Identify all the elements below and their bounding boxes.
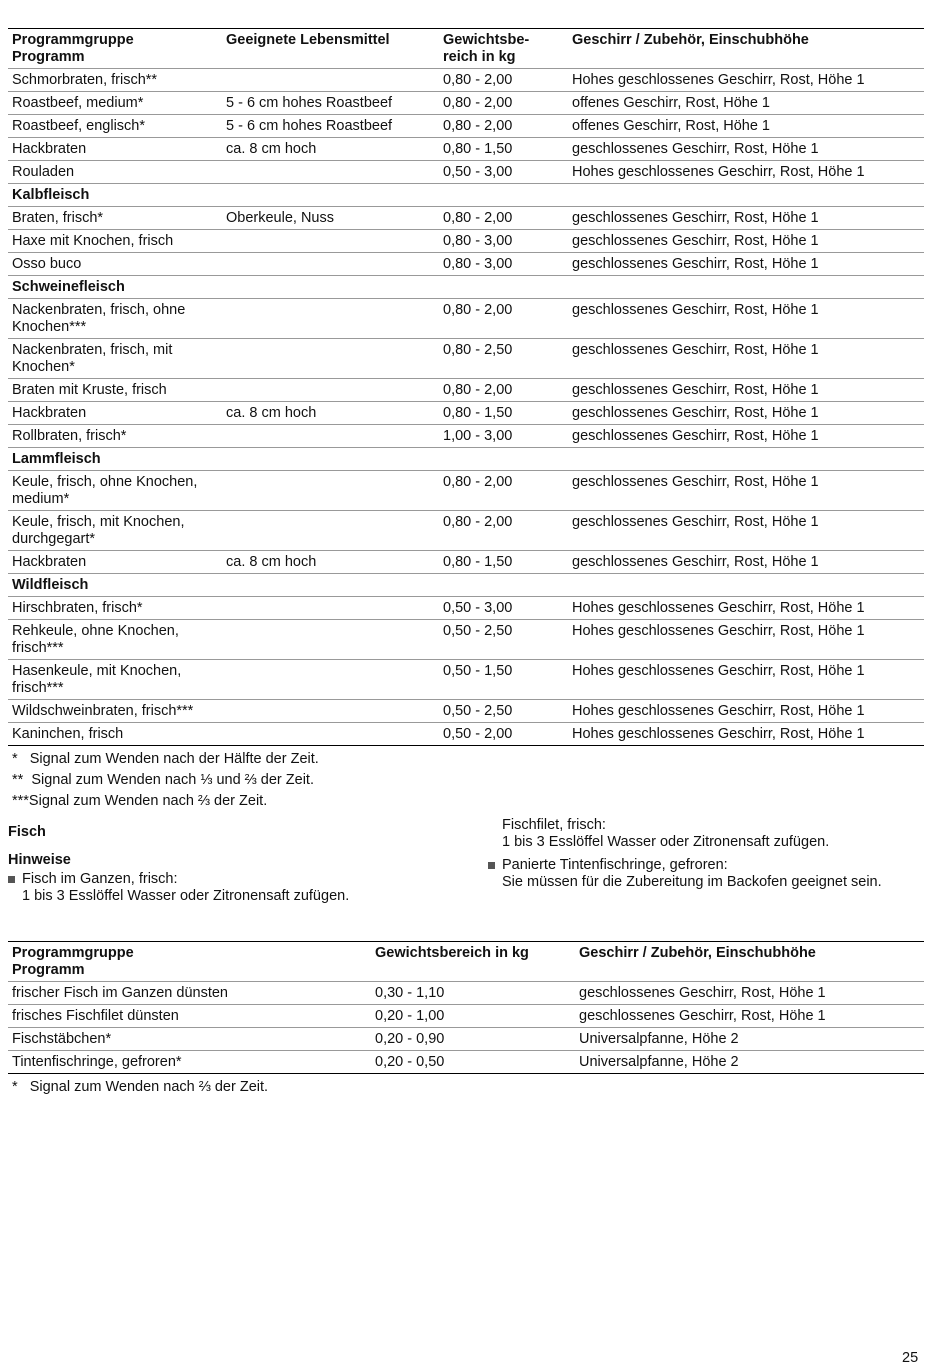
table-cell: offenes Geschirr, Rost, Höhe 1 — [568, 92, 924, 115]
table-cell: 0,50 - 2,00 — [443, 726, 513, 742]
table-cell: 0,80 - 2,00 — [439, 511, 568, 551]
table-cell: Hohes geschlossenes Geschirr, Rost, Höhe 1 — [568, 660, 924, 700]
header-program: Programmgruppe Programm — [8, 942, 371, 982]
group-label: Schweinefleisch — [8, 276, 924, 299]
table-row — [8, 339, 924, 379]
header-weight: Gewichtsbe- reich in kg — [439, 29, 568, 69]
table-cell: 0,50 - 2,50 — [439, 620, 568, 660]
table-header-row — [8, 942, 924, 982]
table-row — [8, 253, 924, 276]
table-cell: Osso buco — [8, 253, 222, 276]
group-label: Wildfleisch — [8, 574, 924, 597]
table-cell: 0,80 - 1,50 — [439, 551, 568, 574]
meat-table-body — [8, 69, 924, 746]
table-cell — [222, 597, 439, 620]
hint-squid-rings — [478, 857, 928, 891]
table-cell: 0,80 - 2,00 — [439, 69, 568, 92]
table-cell: Fischstäbchen* — [8, 1028, 371, 1051]
table-cell: Kaninchen, frisch — [12, 726, 124, 742]
page-number: 25 — [902, 1350, 919, 1366]
table-cell: Hohes geschlossenes Geschirr, Rost, Höhe 1 — [572, 726, 865, 742]
table-cell: Tintenfischringe, gefroren* — [12, 1054, 182, 1070]
table-cell: Wildschweinbraten, frisch*** — [8, 700, 222, 723]
table-cell: ca. 8 cm hoch — [222, 402, 439, 425]
table-cell: Universalpfanne, Höhe 2 — [579, 1054, 739, 1070]
table-cell: geschlossenes Geschirr, Rost, Höhe 1 — [568, 551, 924, 574]
group-row — [8, 448, 924, 471]
table-row — [8, 471, 924, 511]
header-weight: Gewichtsbereich in kg — [371, 942, 575, 982]
table-row — [8, 402, 924, 425]
table-cell: 0,80 - 1,50 — [439, 402, 568, 425]
table-cell: 1,00 - 3,00 — [439, 425, 568, 448]
table-cell: Braten mit Kruste, frisch — [8, 379, 222, 402]
table-cell: 0,80 - 2,00 — [439, 115, 568, 138]
table-cell: 0,80 - 2,00 — [439, 471, 568, 511]
fish-left-column — [8, 819, 448, 905]
table-cell — [222, 161, 439, 184]
table-cell: Braten, frisch* — [8, 207, 222, 230]
table-cell: 0,30 - 1,10 — [371, 982, 575, 1005]
header-foods: Geeignete Lebensmittel — [222, 29, 439, 69]
bullet-square-icon — [488, 862, 495, 869]
table-cell — [222, 660, 439, 700]
table-cell — [222, 339, 439, 379]
table-cell: geschlossenes Geschirr, Rost, Höhe 1 — [568, 425, 924, 448]
header-cookware: Geschirr / Zubehör, Einschubhöhe — [568, 29, 924, 69]
hint-fish-filet-title: Fischfilet, frisch: — [502, 817, 606, 833]
table-row — [8, 425, 924, 448]
table-cell: 0,50 - 3,00 — [439, 161, 568, 184]
meat-program-table — [8, 28, 924, 746]
group-label: Lammfleisch — [8, 448, 924, 471]
header-program: Programmgruppe Programm — [8, 29, 222, 69]
table-cell: 0,80 - 3,00 — [439, 253, 568, 276]
table-cell: 0,80 - 2,50 — [439, 339, 568, 379]
group-row — [8, 184, 924, 207]
table-cell: Schmorbraten, frisch** — [8, 69, 222, 92]
table-cell: ca. 8 cm hoch — [222, 551, 439, 574]
table-row — [8, 230, 924, 253]
table-row — [8, 299, 924, 339]
table-cell: Rollbraten, frisch* — [8, 425, 222, 448]
table-cell: Nackenbraten, frisch, ohne Knochen*** — [8, 299, 222, 339]
hint-squid-rings-title: Panierte Tintenfischringe, gefroren: — [502, 857, 728, 873]
table-cell: Hohes geschlossenes Geschirr, Rost, Höhe 1 — [568, 69, 924, 92]
table-cell: 0,80 - 1,50 — [439, 138, 568, 161]
table-cell: geschlossenes Geschirr, Rost, Höhe 1 — [568, 511, 924, 551]
table-cell: Hasenkeule, mit Knochen, frisch*** — [8, 660, 222, 700]
table-cell — [222, 471, 439, 511]
table-row — [8, 69, 924, 92]
table-cell: geschlossenes Geschirr, Rost, Höhe 1 — [568, 299, 924, 339]
table-row — [8, 138, 924, 161]
table-row — [8, 982, 924, 1005]
table-row — [8, 207, 924, 230]
table-cell: 0,20 - 0,50 — [375, 1054, 445, 1070]
table-cell: geschlossenes Geschirr, Rost, Höhe 1 — [568, 402, 924, 425]
table-cell: 0,50 - 2,50 — [439, 700, 568, 723]
table-row — [8, 511, 924, 551]
table-cell: geschlossenes Geschirr, Rost, Höhe 1 — [568, 471, 924, 511]
table-cell: Nackenbraten, frisch, mit Knochen* — [8, 339, 222, 379]
hint-whole-fish-title: Fisch im Ganzen, frisch: — [22, 871, 178, 887]
hint-fish-filet — [478, 817, 928, 851]
table-cell: Hohes geschlossenes Geschirr, Rost, Höhe 1 — [568, 700, 924, 723]
table-row — [8, 1028, 924, 1051]
group-label: Kalbfleisch — [8, 184, 924, 207]
table-cell: frischer Fisch im Ganzen dünsten — [8, 982, 371, 1005]
table-cell: Universalpfanne, Höhe 2 — [575, 1028, 924, 1051]
table-cell: 5 - 6 cm hohes Roastbeef — [222, 92, 439, 115]
table-row — [8, 1005, 924, 1028]
table-row — [8, 115, 924, 138]
table-row — [8, 660, 924, 700]
table-cell: 0,20 - 1,00 — [371, 1005, 575, 1028]
table-cell — [222, 620, 439, 660]
table-cell: 0,80 - 2,00 — [439, 379, 568, 402]
table-cell: Hackbraten — [8, 402, 222, 425]
table-cell: Hirschbraten, frisch* — [8, 597, 222, 620]
fish-title: Fisch — [8, 824, 46, 840]
header-cookware: Geschirr / Zubehör, Einschubhöhe — [575, 942, 924, 982]
table-cell: Rehkeule, ohne Knochen, frisch*** — [8, 620, 222, 660]
table-cell: geschlossenes Geschirr, Rost, Höhe 1 — [575, 982, 924, 1005]
footnote: * Signal zum Wenden nach der Hälfte der Zeit. — [12, 751, 319, 767]
hints-title: Hinweise — [8, 852, 71, 868]
hint-whole-fish-text: 1 bis 3 Esslöffel Wasser oder Zitronensaft zufügen. — [22, 888, 350, 904]
table-cell — [222, 69, 439, 92]
table-row — [8, 723, 924, 746]
hint-fish-filet-text: 1 bis 3 Esslöffel Wasser oder Zitronensaft zufügen. — [502, 834, 830, 850]
table-cell — [222, 230, 439, 253]
fish-table-body — [8, 982, 924, 1074]
table-cell: Hohes geschlossenes Geschirr, Rost, Höhe 1 — [568, 161, 924, 184]
table-cell: Hackbraten — [8, 551, 222, 574]
table-row — [8, 1051, 924, 1074]
table-cell: geschlossenes Geschirr, Rost, Höhe 1 — [568, 253, 924, 276]
table-cell: geschlossenes Geschirr, Rost, Höhe 1 — [568, 138, 924, 161]
table-row — [8, 161, 924, 184]
page-content — [8, 28, 924, 1098]
fish-program-table — [8, 941, 924, 1074]
table-cell: Hackbraten — [8, 138, 222, 161]
table-cell: Hohes geschlossenes Geschirr, Rost, Höhe 1 — [568, 597, 924, 620]
fish-table-footnotes — [8, 1077, 924, 1098]
table-cell: geschlossenes Geschirr, Rost, Höhe 1 — [575, 1005, 924, 1028]
table-row — [8, 92, 924, 115]
table-cell: 0,80 - 2,00 — [439, 299, 568, 339]
table-row — [8, 700, 924, 723]
table-cell: Keule, frisch, ohne Knochen, medium* — [8, 471, 222, 511]
hint-squid-rings-text: Sie müssen für die Zubereitung im Backofen geeignet sein. — [502, 874, 882, 890]
hint-whole-fish — [8, 871, 448, 905]
table-row — [8, 597, 924, 620]
table-cell: Roastbeef, englisch* — [8, 115, 222, 138]
footnote: ***Signal zum Wenden nach ⅔ der Zeit. — [12, 793, 268, 809]
table-row — [8, 620, 924, 660]
table-cell: 0,20 - 0,90 — [371, 1028, 575, 1051]
footnote: ** Signal zum Wenden nach ⅓ und ⅔ der Zeit. — [12, 772, 314, 788]
table-header-row — [8, 29, 924, 69]
footnote: * Signal zum Wenden nach ⅔ der Zeit. — [12, 1079, 269, 1095]
table-cell: 0,50 - 1,50 — [439, 660, 568, 700]
table-cell — [222, 379, 439, 402]
table-cell: Haxe mit Knochen, frisch — [8, 230, 222, 253]
table-cell: geschlossenes Geschirr, Rost, Höhe 1 — [568, 339, 924, 379]
fish-section — [8, 819, 924, 941]
meat-table-footnotes — [8, 749, 924, 812]
group-row — [8, 276, 924, 299]
table-cell: Oberkeule, Nuss — [222, 207, 439, 230]
table-cell: ca. 8 cm hoch — [222, 138, 439, 161]
table-cell — [222, 253, 439, 276]
table-cell: Keule, frisch, mit Knochen, durchgegart* — [8, 511, 222, 551]
table-cell — [222, 700, 439, 723]
table-cell — [222, 299, 439, 339]
table-cell: frisches Fischfilet dünsten — [8, 1005, 371, 1028]
table-cell — [222, 425, 439, 448]
table-cell: geschlossenes Geschirr, Rost, Höhe 1 — [568, 230, 924, 253]
bullet-square-icon — [8, 876, 15, 883]
table-cell: 5 - 6 cm hohes Roastbeef — [222, 115, 439, 138]
table-cell: Hohes geschlossenes Geschirr, Rost, Höhe 1 — [568, 620, 924, 660]
fish-right-column — [478, 819, 928, 891]
group-row — [8, 574, 924, 597]
table-row — [8, 551, 924, 574]
table-cell: 0,80 - 2,00 — [439, 207, 568, 230]
table-cell: offenes Geschirr, Rost, Höhe 1 — [568, 115, 924, 138]
table-row — [8, 379, 924, 402]
table-cell: 0,50 - 3,00 — [439, 597, 568, 620]
table-cell — [222, 511, 439, 551]
table-cell: 0,80 - 2,00 — [439, 92, 568, 115]
table-cell: Roastbeef, medium* — [8, 92, 222, 115]
table-cell: geschlossenes Geschirr, Rost, Höhe 1 — [568, 379, 924, 402]
table-cell — [222, 723, 439, 746]
table-cell: Rouladen — [8, 161, 222, 184]
table-cell: 0,80 - 3,00 — [439, 230, 568, 253]
table-cell: geschlossenes Geschirr, Rost, Höhe 1 — [568, 207, 924, 230]
